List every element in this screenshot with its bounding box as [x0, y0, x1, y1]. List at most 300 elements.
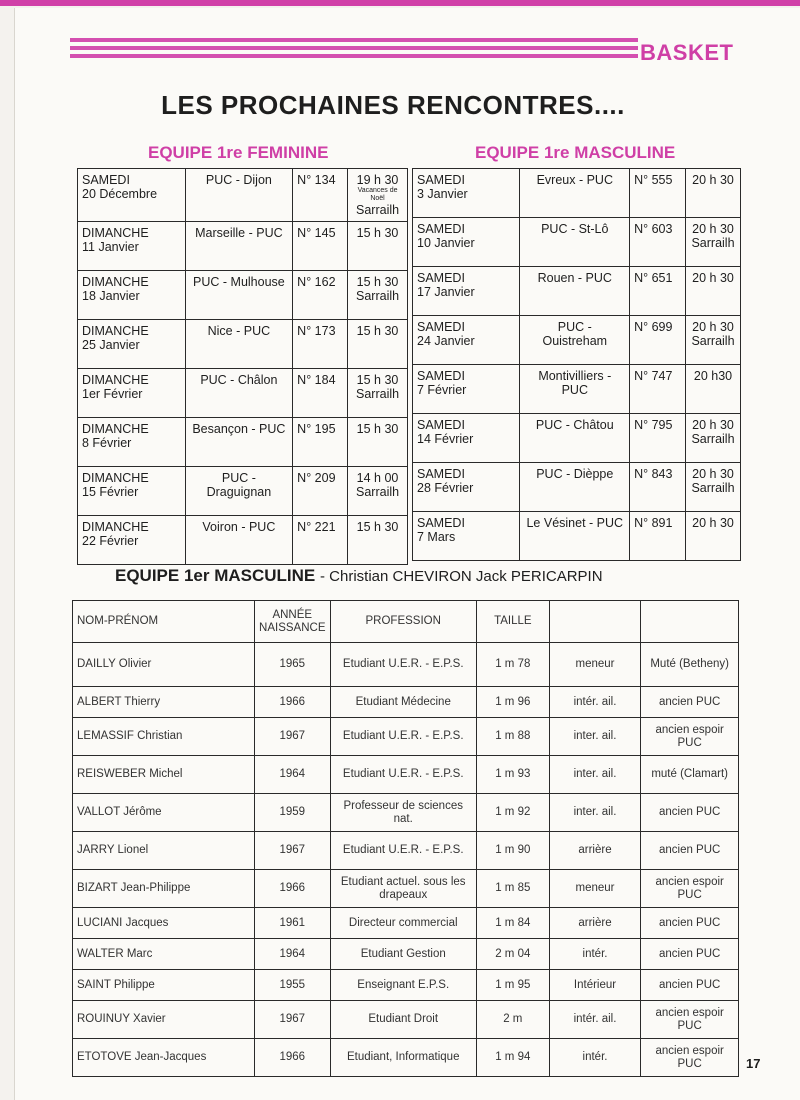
match-venue: Sarrailh: [691, 432, 735, 446]
player-height-text: 1 m 93: [495, 768, 531, 780]
match-day: SAMEDI: [417, 369, 465, 383]
match-number: [630, 463, 686, 512]
player-profession: [330, 643, 476, 687]
match-day: SAMEDI: [417, 271, 465, 285]
player-position: [549, 870, 641, 908]
match-day: DIMANCHE: [82, 324, 149, 338]
schedule-row: [413, 365, 741, 414]
player-profession-text: Enseignant E.P.S.: [357, 978, 450, 991]
player-profession: [330, 939, 476, 970]
match-date: [78, 369, 186, 418]
match-number: [293, 467, 348, 516]
player-status: [641, 1039, 739, 1077]
player-profession-text: Etudiant Gestion: [360, 947, 446, 960]
match-number-text: N° 747: [634, 369, 673, 383]
roster-title: [115, 566, 603, 586]
schedule-row: [78, 222, 408, 271]
player-height-text: 1 m 85: [495, 882, 531, 894]
player-height-text: 1 m 96: [495, 695, 531, 708]
match-number-text: N° 162: [297, 275, 336, 289]
player-birth-year: [255, 1001, 330, 1039]
match-number-text: N° 555: [634, 173, 673, 187]
player-profession: [330, 1001, 476, 1039]
player-position: [549, 908, 641, 939]
match-date: [413, 267, 520, 316]
match-day: SAMEDI: [417, 320, 465, 334]
player-birth-year-text: 1967: [279, 1013, 306, 1025]
match-number-text: N° 843: [634, 467, 673, 481]
player-birth-year-text: 1964: [279, 768, 306, 780]
roster-header-height: TAILLE: [476, 601, 549, 643]
match-teams-text: Nice - PUC: [207, 324, 271, 338]
match-teams-text: PUC - Châlon: [200, 373, 278, 387]
schedule-row: [78, 369, 408, 418]
match-date: [413, 463, 520, 512]
player-name: [73, 687, 255, 718]
section-tag: BASKET: [640, 40, 734, 65]
player-position: [549, 643, 641, 687]
player-birth-year: [255, 832, 330, 870]
match-venue: Sarrailh: [356, 485, 400, 499]
match-number-text: N° 195: [297, 422, 336, 436]
match-time-text: 14 h 00: [356, 471, 399, 485]
player-birth-year: [255, 1039, 330, 1077]
player-status: [641, 794, 739, 832]
match-time-text: 20 h30: [693, 369, 733, 383]
header-stripes: [70, 38, 638, 62]
match-venue: Sarrailh: [691, 236, 735, 250]
match-time-text: 20 h 30: [692, 467, 734, 481]
player-birth-year: [255, 794, 330, 832]
player-status-text: muté (Clamart): [651, 768, 728, 780]
match-date: [78, 222, 186, 271]
match-time-text: 15 h 30: [356, 226, 399, 240]
schedule-row: [78, 418, 408, 467]
match-number-text: N° 209: [297, 471, 336, 485]
match-time-text: 15 h 30: [356, 275, 399, 289]
match-time: [348, 516, 408, 565]
player-position-text: intér.: [582, 1051, 608, 1063]
player-name-text: ROUINUY Xavier: [77, 1013, 166, 1025]
match-number: [630, 512, 686, 561]
player-position: [549, 718, 641, 756]
player-profession-text: Etudiant Droit: [368, 1013, 439, 1025]
match-number-text: N° 145: [297, 226, 336, 240]
match-date-text: 14 Février: [417, 432, 474, 446]
player-position: [549, 794, 641, 832]
player-height-text: 1 m 94: [495, 1051, 531, 1063]
match-number: [293, 320, 348, 369]
roster-header-profession: PROFESSION: [330, 601, 476, 643]
match-number-text: N° 184: [297, 373, 336, 387]
match-date-text: 7 Février: [417, 383, 467, 397]
match-date: [78, 320, 186, 369]
match-time: [686, 316, 741, 365]
player-name: [73, 643, 255, 687]
schedule-row: [78, 320, 408, 369]
match-day: DIMANCHE: [82, 373, 149, 387]
player-birth-year-text: 1959: [279, 806, 306, 818]
match-number-text: N° 891: [634, 516, 673, 530]
player-birth-year: [255, 756, 330, 794]
player-height-text: 1 m 88: [495, 730, 531, 742]
match-time-text: 15 h 30: [356, 422, 399, 436]
roster-row: [73, 939, 739, 970]
player-position-text: arrière: [578, 916, 612, 929]
player-height-text: 1 m 92: [495, 806, 531, 818]
roster-row: [73, 1039, 739, 1077]
match-time-text: 20 h 30: [692, 271, 734, 285]
player-position-text: meneur: [575, 658, 615, 670]
roster-table: [72, 600, 739, 1077]
player-profession: [330, 970, 476, 1001]
match-day: SAMEDI: [417, 467, 465, 481]
player-name: [73, 870, 255, 908]
match-teams-text: PUC - Draguignan: [206, 471, 272, 499]
match-date-text: 20 Décembre: [82, 187, 158, 201]
match-teams: [520, 316, 630, 365]
player-height-text: 1 m 95: [495, 978, 531, 991]
match-teams: [520, 218, 630, 267]
player-birth-year: [255, 687, 330, 718]
match-time: [348, 418, 408, 467]
player-height: [476, 687, 549, 718]
match-time: [686, 267, 741, 316]
player-status-text: ancien PUC: [658, 916, 721, 929]
player-profession: [330, 718, 476, 756]
player-height: [476, 718, 549, 756]
match-date: [413, 414, 520, 463]
match-teams: [185, 169, 293, 222]
feminine-team-title: EQUIPE 1re FEMININE: [148, 143, 329, 162]
match-date: [78, 516, 186, 565]
player-name: [73, 718, 255, 756]
match-time: [348, 271, 408, 320]
match-date-text: 15 Février: [82, 485, 139, 499]
match-time: [348, 467, 408, 516]
roster-row: [73, 643, 739, 687]
match-teams: [185, 271, 293, 320]
match-day: SAMEDI: [417, 516, 465, 530]
schedule-row: [413, 267, 741, 316]
player-name: [73, 939, 255, 970]
match-time-text: 15 h 30: [356, 520, 399, 534]
player-birth-year-text: 1966: [279, 695, 306, 708]
player-status: [641, 832, 739, 870]
roster-row: [73, 870, 739, 908]
player-status-text: Muté (Betheny): [650, 658, 729, 670]
player-profession-text: Etudiant U.E.R. - E.P.S.: [342, 768, 464, 780]
roster-coaches: - Christian CHEVIRON Jack PERICARPIN: [320, 568, 603, 585]
roster-row: [73, 794, 739, 832]
match-date: [78, 467, 186, 516]
match-teams-text: PUC - Dièppe: [536, 467, 614, 481]
player-profession-text: Etudiant U.E.R. - E.P.S.: [342, 658, 464, 670]
match-day: DIMANCHE: [82, 422, 149, 436]
match-teams-text: Rouen - PUC: [537, 271, 612, 285]
player-status-text: ancien espoir PUC: [655, 1006, 724, 1032]
match-day: DIMANCHE: [82, 520, 149, 534]
match-teams-text: Evreux - PUC: [536, 173, 613, 187]
player-name-text: ETOTOVE Jean-Jacques: [77, 1051, 207, 1063]
match-teams-text: PUC - St-Lô: [541, 222, 609, 236]
match-date-text: 18 Janvier: [82, 289, 140, 303]
roster-row: [73, 970, 739, 1001]
player-position-text: Intérieur: [573, 978, 617, 991]
match-time: [348, 169, 408, 222]
player-height: [476, 1039, 549, 1077]
match-number: [630, 414, 686, 463]
player-profession: [330, 756, 476, 794]
player-height: [476, 832, 549, 870]
match-date: [78, 418, 186, 467]
match-date: [413, 512, 520, 561]
player-birth-year-text: 1966: [279, 882, 306, 894]
match-date: [78, 169, 186, 222]
roster-row: [73, 718, 739, 756]
match-time: [686, 365, 741, 414]
match-venue: Sarrailh: [356, 203, 400, 217]
schedule-row: [413, 169, 741, 218]
match-teams: [520, 169, 630, 218]
player-profession: [330, 908, 476, 939]
match-time: [686, 463, 741, 512]
match-venue: Sarrailh: [691, 334, 735, 348]
match-teams-text: PUC - Mulhouse: [193, 275, 285, 289]
match-time: [686, 218, 741, 267]
player-profession: [330, 1039, 476, 1077]
match-date-text: 17 Janvier: [417, 285, 475, 299]
roster-row: [73, 1001, 739, 1039]
match-number: [630, 218, 686, 267]
match-day: SAMEDI: [417, 222, 465, 236]
page-number: 17: [746, 1056, 761, 1071]
player-profession-text: Etudiant, Informatique: [346, 1051, 460, 1063]
player-birth-year: [255, 908, 330, 939]
player-height-text: 1 m 84: [495, 916, 531, 929]
player-position: [549, 832, 641, 870]
player-status-text: ancien PUC: [658, 806, 721, 818]
match-number: [293, 169, 348, 222]
match-date-text: 3 Janvier: [417, 187, 468, 201]
player-profession: [330, 832, 476, 870]
match-time: [686, 169, 741, 218]
match-teams: [185, 222, 293, 271]
player-birth-year: [255, 970, 330, 1001]
player-birth-year: [255, 939, 330, 970]
page-title: LES PROCHAINES RENCONTRES....: [161, 90, 625, 120]
roster-header-year: ANNÉE NAISSANCE: [255, 601, 330, 643]
player-status-text: ancien espoir PUC: [655, 875, 724, 901]
player-profession-text: Etudiant Médecine: [355, 695, 451, 708]
player-height-text: 2 m 04: [495, 947, 531, 960]
schedule-row: [413, 512, 741, 561]
match-time-text: 20 h 30: [692, 320, 734, 334]
player-name: [73, 970, 255, 1001]
player-height: [476, 970, 549, 1001]
player-birth-year-text: 1961: [279, 916, 306, 929]
roster-header-name: NOM-PRÉNOM: [73, 601, 255, 643]
player-name-text: SAINT Philippe: [77, 978, 155, 991]
player-height: [476, 908, 549, 939]
match-date-text: 1er Février: [82, 387, 143, 401]
player-status: [641, 687, 739, 718]
match-number: [630, 267, 686, 316]
match-teams-text: Montivilliers - PUC: [538, 369, 612, 397]
match-note: Vacances de Noël: [357, 187, 398, 202]
match-date-text: 7 Mars: [417, 530, 456, 544]
player-profession-text: Etudiant U.E.R. - E.P.S.: [342, 844, 464, 856]
player-status: [641, 1001, 739, 1039]
match-teams-text: PUC - Ouistreham: [542, 320, 608, 348]
match-day: SAMEDI: [417, 173, 465, 187]
player-birth-year-text: 1964: [279, 947, 306, 960]
roster-header-position: [549, 601, 641, 643]
player-profession: [330, 794, 476, 832]
player-name: [73, 832, 255, 870]
player-position-text: arrière: [578, 844, 612, 856]
player-status: [641, 970, 739, 1001]
match-number: [293, 271, 348, 320]
match-date-text: 10 Janvier: [417, 236, 475, 250]
match-teams-text: Marseille - PUC: [195, 226, 283, 240]
player-name-text: ALBERT Thierry: [77, 695, 161, 708]
match-teams: [520, 414, 630, 463]
schedule-row: [413, 463, 741, 512]
roster-row: [73, 908, 739, 939]
match-teams: [185, 369, 293, 418]
player-height: [476, 643, 549, 687]
match-date: [413, 365, 520, 414]
player-status: [641, 643, 739, 687]
match-teams-text: Voiron - PUC: [202, 520, 276, 534]
player-height-text: 1 m 90: [495, 844, 531, 856]
player-profession-text: Directeur commercial: [348, 916, 458, 929]
match-time: [686, 414, 741, 463]
match-day: DIMANCHE: [82, 471, 149, 485]
roster-header-row: [73, 601, 739, 643]
match-date-text: 11 Janvier: [82, 240, 139, 254]
schedule-row: [78, 271, 408, 320]
match-date: [78, 271, 186, 320]
match-teams: [185, 467, 293, 516]
player-status-text: ancien espoir PUC: [655, 1044, 724, 1070]
player-name-text: LUCIANI Jacques: [77, 916, 169, 929]
match-day: DIMANCHE: [82, 275, 149, 289]
player-position: [549, 939, 641, 970]
feminine-schedule-table: [77, 168, 408, 565]
player-name-text: REISWEBER Michel: [77, 768, 183, 780]
match-time-text: 19 h 30: [356, 173, 399, 187]
player-name-text: VALLOT Jérôme: [77, 806, 162, 818]
schedule-row: [413, 218, 741, 267]
player-height: [476, 1001, 549, 1039]
match-date-text: 8 Février: [82, 436, 132, 450]
player-profession: [330, 870, 476, 908]
match-number: [293, 369, 348, 418]
player-status-text: ancien PUC: [658, 978, 721, 991]
player-name-text: JARRY Lionel: [77, 844, 149, 856]
match-teams-text: Besançon - PUC: [192, 422, 286, 436]
match-time-text: 15 h 30: [356, 373, 399, 387]
player-height: [476, 939, 549, 970]
player-position: [549, 1039, 641, 1077]
match-venue: Sarrailh: [691, 481, 735, 495]
match-number: [630, 365, 686, 414]
match-date-text: 25 Janvier: [82, 338, 140, 352]
schedule-row: [78, 467, 408, 516]
player-birth-year-text: 1967: [279, 730, 306, 742]
match-teams-text: PUC - Dijon: [205, 173, 272, 187]
match-teams-text: PUC - Châtou: [535, 418, 614, 432]
player-status-text: ancien PUC: [658, 844, 721, 856]
match-teams: [520, 267, 630, 316]
schedule-row: [78, 169, 408, 222]
player-profession: [330, 687, 476, 718]
player-status: [641, 756, 739, 794]
player-name-text: LEMASSIF Christian: [77, 730, 183, 742]
player-status-text: ancien PUC: [658, 947, 721, 960]
match-number: [630, 316, 686, 365]
roster-row: [73, 756, 739, 794]
player-name-text: WALTER Marc: [77, 947, 153, 960]
masculine-team-title: EQUIPE 1re MASCULINE: [475, 143, 676, 162]
player-position-text: intér.: [582, 947, 608, 960]
match-date: [413, 218, 520, 267]
player-status: [641, 908, 739, 939]
match-number: [293, 222, 348, 271]
schedule-row: [413, 414, 741, 463]
match-time-text: 20 h 30: [692, 173, 734, 187]
match-time: [348, 369, 408, 418]
player-position-text: meneur: [575, 882, 615, 894]
player-position-text: intér. ail.: [573, 1013, 617, 1025]
player-birth-year: [255, 870, 330, 908]
match-day: SAMEDI: [417, 418, 465, 432]
match-time: [348, 222, 408, 271]
match-teams: [520, 463, 630, 512]
match-time-text: 15 h 30: [356, 324, 399, 338]
match-number: [293, 516, 348, 565]
match-time-text: 20 h 30: [692, 516, 734, 530]
player-status-text: ancien PUC: [658, 695, 721, 708]
player-profession-text: Etudiant actuel. sous les drapeaux: [340, 875, 466, 901]
player-name: [73, 756, 255, 794]
match-date: [413, 169, 520, 218]
player-height: [476, 756, 549, 794]
match-number-text: N° 134: [297, 173, 336, 187]
match-teams: [520, 365, 630, 414]
player-birth-year: [255, 718, 330, 756]
player-birth-year-text: 1965: [279, 658, 306, 670]
match-time-text: 20 h 30: [692, 222, 734, 236]
match-number: [630, 169, 686, 218]
player-name: [73, 1039, 255, 1077]
match-number-text: N° 651: [634, 271, 673, 285]
player-birth-year-text: 1966: [279, 1051, 306, 1063]
player-profession-text: Professeur de sciences nat.: [343, 799, 463, 825]
match-number-text: N° 221: [297, 520, 336, 534]
match-day: SAMEDI: [82, 173, 130, 187]
match-time: [348, 320, 408, 369]
player-position-text: inter. ail.: [573, 806, 617, 818]
player-status: [641, 939, 739, 970]
match-number-text: N° 699: [634, 320, 673, 334]
roster-row: [73, 832, 739, 870]
match-number-text: N° 173: [297, 324, 336, 338]
player-height-text: 2 m: [503, 1013, 523, 1025]
roster-header-status: [641, 601, 739, 643]
